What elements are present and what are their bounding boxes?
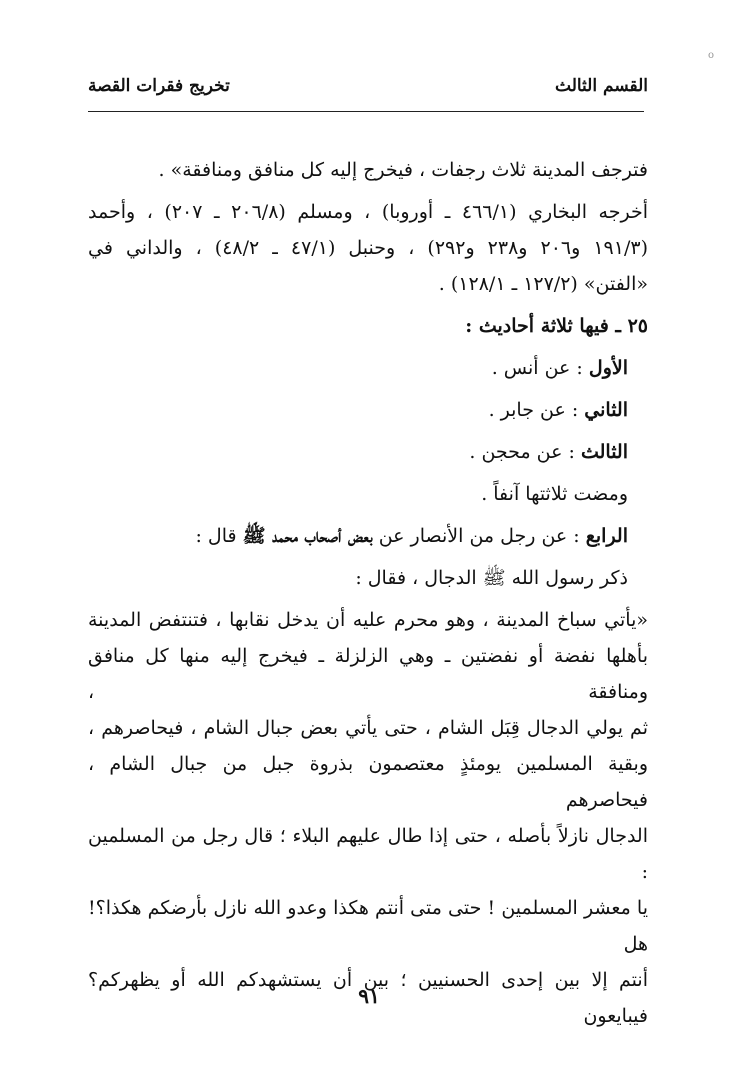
text-line: بأهلها نفضة أو نفضتين ـ وهي الزلزلة ـ فيخرج إليه منها كل منافق ومنافقة ، xyxy=(88,645,648,703)
header-section-title: القسم الثالث xyxy=(555,76,648,96)
text-line: الدجال نازلاً بأصله ، حتى إذا طال عليهم البلاء ؛ قال رجل من المسلمين : xyxy=(88,825,648,883)
text-line: «يأتي سباخ المدينة ، وهو محرم عليه أن يدخل نقابها ، فتنتفض المدينة xyxy=(88,609,648,631)
list-item xyxy=(88,434,648,470)
text-line: أخرجه البخاري (٤٦٦/١ ـ أوروبا) ، ومسلم (٢٠٦/٨ ـ ٢٠٧) ، وأحمد xyxy=(88,201,648,223)
list-item xyxy=(88,392,648,428)
page-number: ٩١ xyxy=(358,984,380,1008)
list-item-text: : عن رجل من الأنصار عن xyxy=(378,525,580,547)
text-line: ومضت ثلاثتها آنفاً . xyxy=(481,483,628,505)
text-line: وبقية المسلمين يومئذٍ معتصمون بذروة جبل من جبال الشام ، فيحاصرهم xyxy=(88,753,648,811)
corner-mark: o xyxy=(707,50,714,61)
header-divider xyxy=(88,111,644,112)
list-item xyxy=(88,350,648,386)
text-line: ثم يولي الدجال قِبَل الشام ، حتى يأتي بعض جبال الشام ، فيحاصرهم ، xyxy=(88,717,648,739)
list-item xyxy=(88,518,648,554)
text-line: (١٩١/٣ و٢٠٦ و٢٣٨ و٢٩٢) ، وحنبل (٤٧/١ ـ ٤٨/٢) ، والداني في xyxy=(88,237,648,259)
list-item-label: الرابع xyxy=(585,525,628,547)
list-item-label: الثاني xyxy=(584,399,628,421)
list-item-label: الثالث xyxy=(580,441,628,463)
text-line: أنتم إلا بين إحدى الحسنيين ؛ بين أن يستشهدكم الله أو يظهركم؟ فيبايعون xyxy=(88,969,648,1027)
list-item-text: : عن جابر . xyxy=(488,399,579,421)
running-header xyxy=(88,76,648,106)
list-item-text: قال : xyxy=(195,525,237,547)
list-item-text: : عن أنس . xyxy=(491,357,583,379)
text-line: يا معشر المسلمين ! حتى متى أنتم هكذا وعدو الله نازل بأرضكم هكذا؟! هل xyxy=(88,897,648,955)
text-line: «الفتن» (١٢٧/٢ ـ ١٢٨/١) . xyxy=(438,273,648,295)
list-item-text: : عن محجن . xyxy=(469,441,575,463)
item-number-text: ٢٥ ـ فيها ثلاثة أحاديث : xyxy=(465,315,648,337)
header-chapter-title: تخريج فقرات القصة xyxy=(88,76,230,96)
list-heading xyxy=(88,308,648,344)
text-line: فترجف المدينة ثلاث رجفات ، فيخرج إليه كل منافق ومنافقة» . xyxy=(158,159,648,181)
list-item-bold-text: بعض أصحاب محمد ﷺ xyxy=(242,525,373,547)
text-line: ذكر رسول الله ﷺ الدجال ، فقال : xyxy=(355,567,628,589)
main-text xyxy=(88,152,648,1034)
list-item-label: الأول xyxy=(588,357,628,379)
